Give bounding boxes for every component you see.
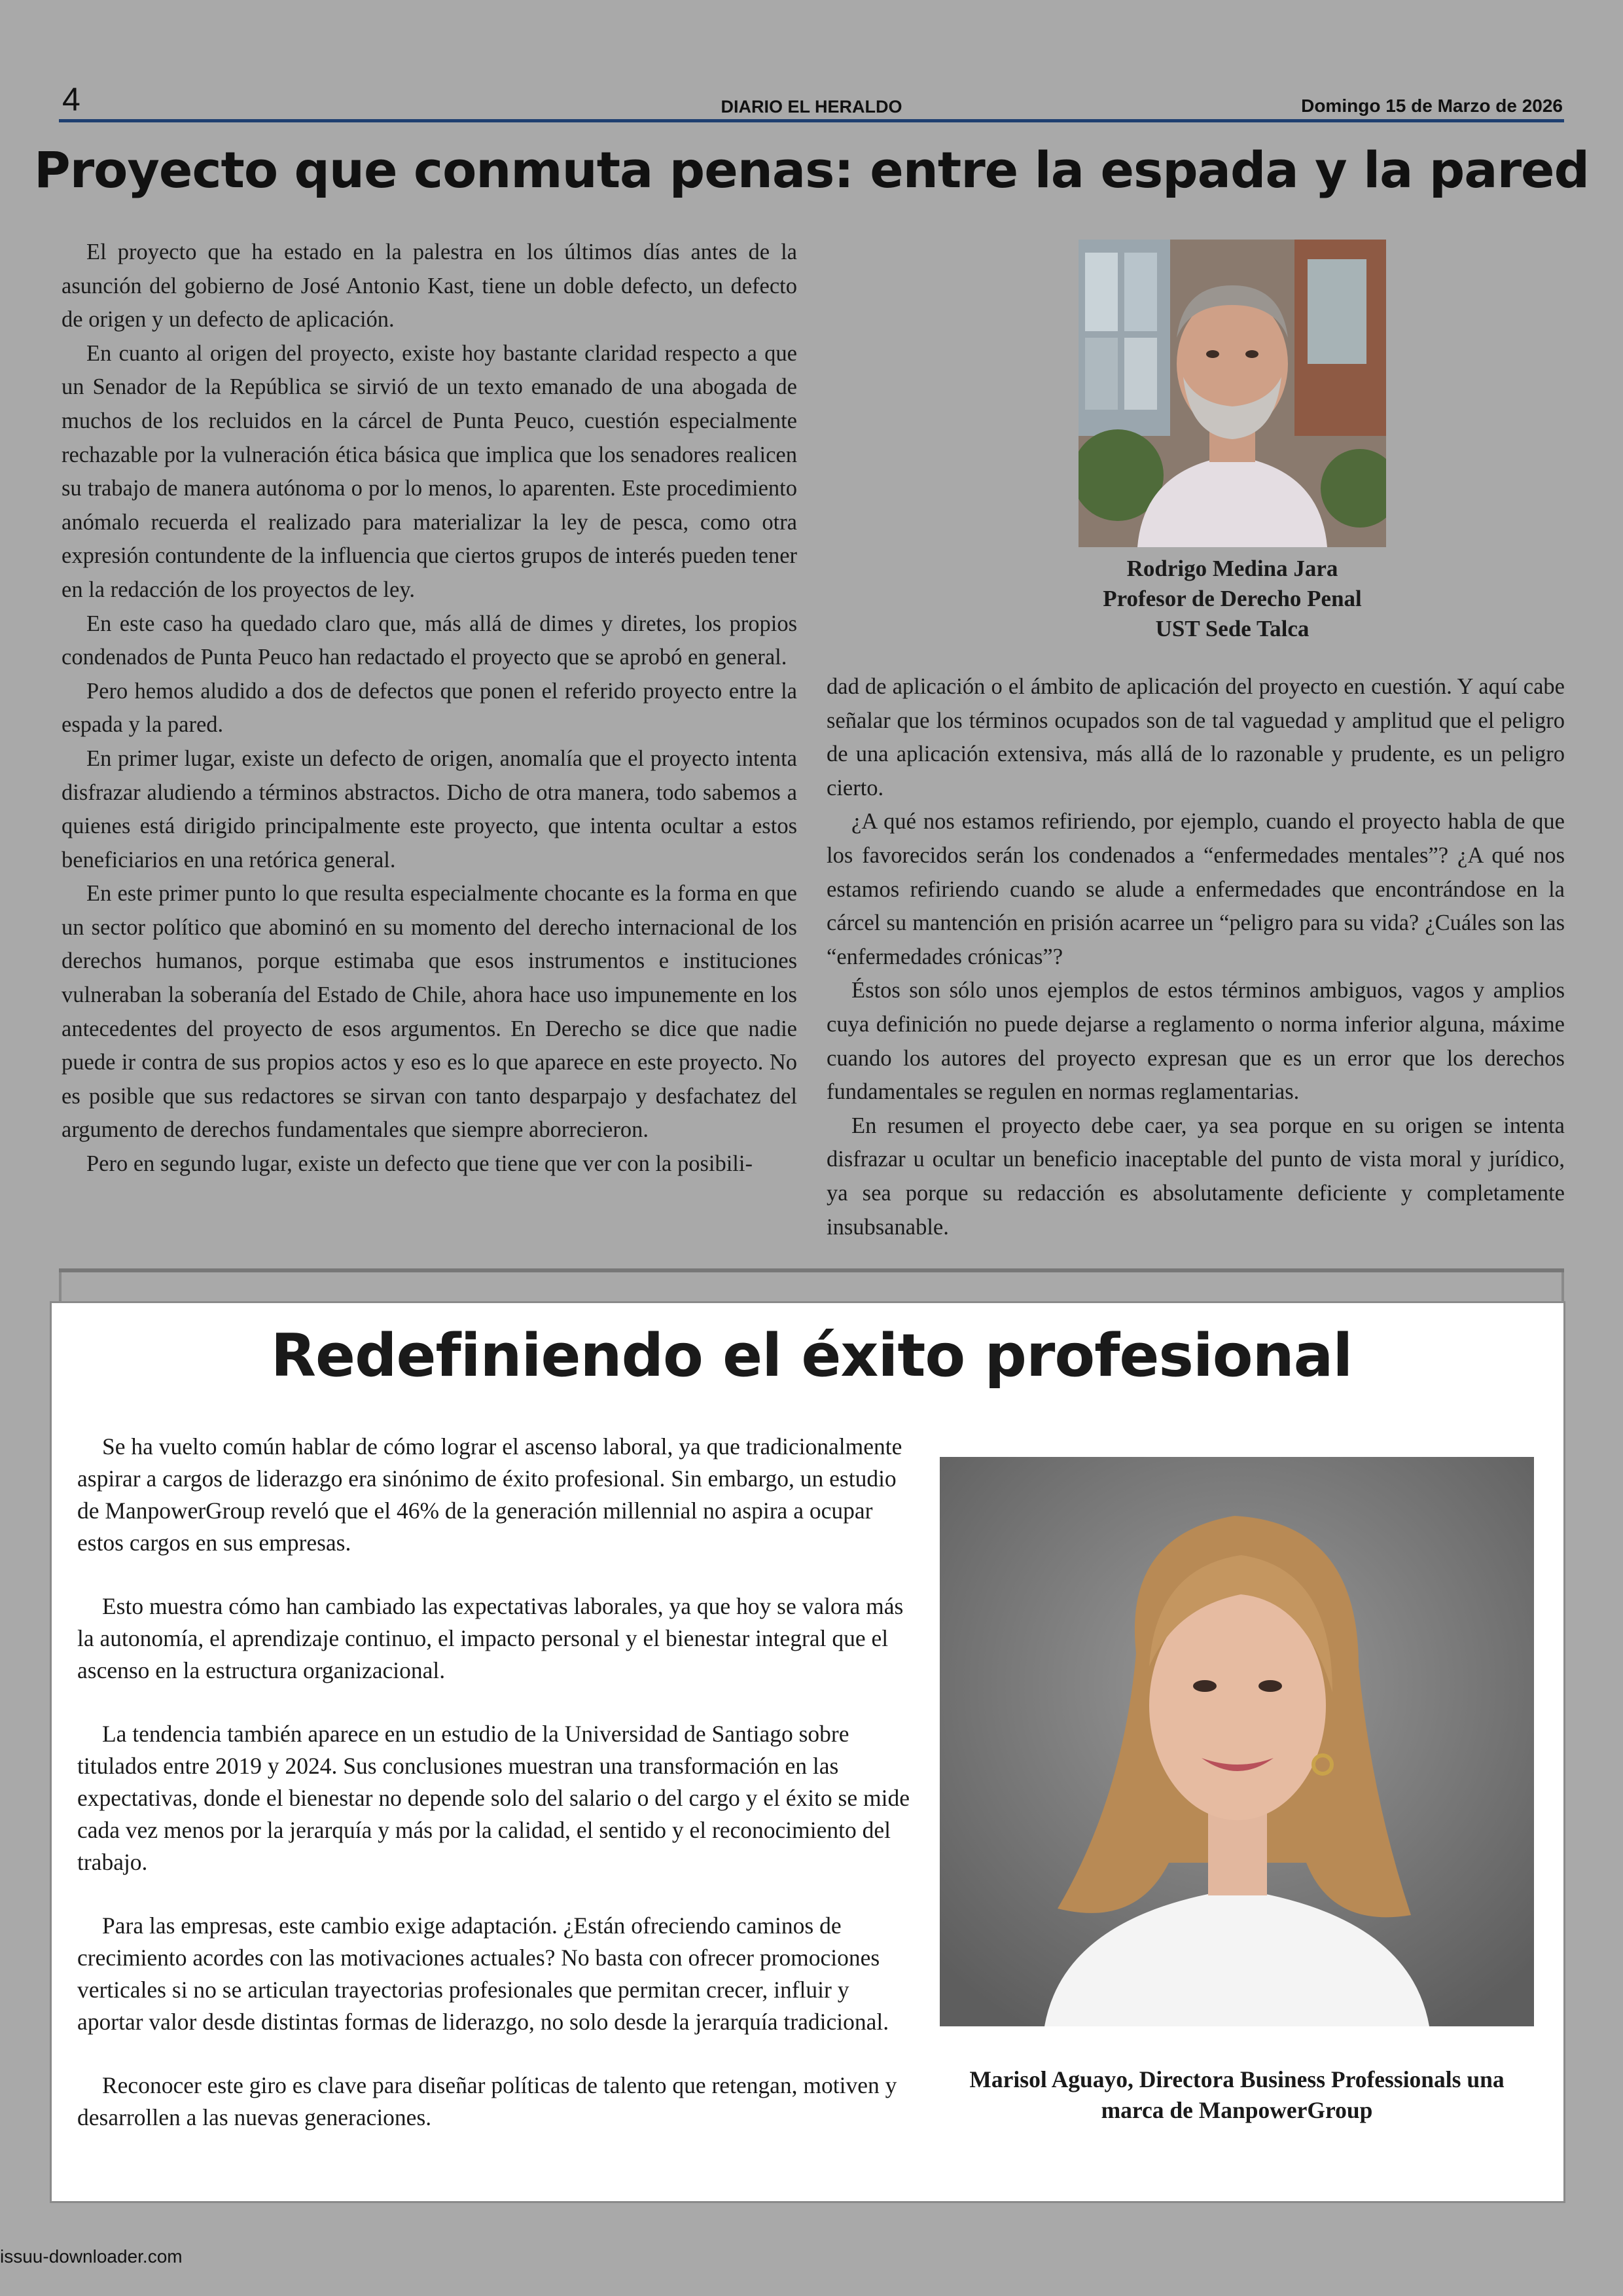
article1-paragraph: En primer lugar, existe un defecto de origen, anomalía que el proyecto intenta disfrazar aludiendo a términos abstractos. Dicho de otra manera, todo sabemos a quienes está dirigido principalmente este proyecto, que intenta ocultar a estos beneficiarios en una retórica general. bbox=[62, 745, 797, 872]
box-border-right bbox=[1561, 1272, 1564, 1302]
article1-paragraph: ¿A qué nos estamos refiriendo, por ejemplo, cuando el proyecto habla de que los favorecidos serán los condenados a “enfermedades mentales”? ¿A qué nos estamos refiriendo cuando se alude a enfermedades que encontrándose en la cárcel su mantención en prisión acarree un “peligro para su vida? ¿Cuáles son las “enfermedades crónicas”? bbox=[827, 809, 1565, 969]
author-affiliation: UST Sede Talca bbox=[1155, 616, 1310, 641]
article2-paragraph: Se ha vuelto común hablar de cómo lograr el ascenso laboral, ya que tradicionalmente aspirar a cargos de liderazgo era sinónimo de éxito profesional. Sin embargo, un estudio de ManpowerGroup reveló que el 46% de la generación millennial no aspira a ocupar estos cargos en sus empresas. bbox=[77, 1433, 902, 1556]
article1-paragraph: En cuanto al origen del proyecto, existe hoy bastante claridad respecto a que un Senador de la República se sirvió de un texto emanado de una abogada de muchos de los recluidos en la cárcel de Punta Peuco, cuestión especialmente rechazable por la vulneración ética básica que implica que los senadores realicen su trabajo de manera autónoma o por lo menos, lo aparenten. Este procedimiento anómalo recuerda el realizado para materializar la ley de pesca, como otra expresión contundente de la influencia que ciertos grupos de interés pueden tener en la redacción de los proyectos de ley. bbox=[62, 340, 797, 602]
author-photo-rodrigo bbox=[1079, 240, 1386, 547]
issue-date: Domingo 15 de Marzo de 2026 bbox=[1301, 96, 1563, 116]
page-number: 4 bbox=[62, 81, 80, 118]
caption-line: Marisol Aguayo, Directora Business Professionals una bbox=[969, 2066, 1505, 2092]
author-role: Profesor de Derecho Penal bbox=[1103, 586, 1362, 611]
author-photo-marisol bbox=[940, 1457, 1534, 2026]
header-rule bbox=[59, 119, 1564, 122]
caption-line: marca de ManpowerGroup bbox=[1101, 2097, 1373, 2123]
article1-paragraph: En este caso ha quedado claro que, más allá de dimes y diretes, los propios condenados de Punta Peuco han redactado el proyecto que se aprobó en general. bbox=[62, 611, 797, 670]
article1-left-column bbox=[62, 236, 797, 1257]
article1-paragraph: dad de aplicación o el ámbito de aplicación del proyecto en cuestión. Y aquí cabe señalar que los términos ocupados son de tal vaguedad y amplitud que el peligro de una aplicación extensiva, más allá de lo razonable y prudente, es un peligro cierto. bbox=[827, 674, 1565, 800]
article1-paragraph: En este primer punto lo que resulta especialmente chocante es la forma en que un sector político que abominó en su momento del derecho internacional de los derechos humanos, porque estimaba que esos instrumentos e instituciones vulneraban la soberanía del Estado de Chile, ahora hace uso impunemente en los antecedentes del proyecto de esos argumentos. En Derecho se dice que nadie puede ir contra de sus propios actos y eso es lo que aparece en este proyecto. No es posible que sus redactores se sirvan con tanto desparpajo y desfachatez del argumento de derechos fundamentales que siempre aborrecieron. bbox=[62, 881, 797, 1143]
section-separator bbox=[59, 1268, 1564, 1272]
article1-title: Proyecto que conmuta penas: entre la espada y la pared bbox=[34, 141, 1589, 199]
article1-paragraph: Éstos son sólo unos ejemplos de estos términos ambiguos, vagos y amplios cuya definición no puede dejarse a reglamento o norma inferior alguna, máxime cuando los autores del proyecto expresan que es un error que los derechos fundamentales se regulen en normas reglamentarias. bbox=[827, 978, 1565, 1105]
article1-paragraph: Pero en segundo lugar, existe un defecto que tiene que ver con la posibili- bbox=[86, 1151, 753, 1177]
article2-paragraph: La tendencia también aparece en un estudio de la Universidad de Santiago sobre titulados entre 2019 y 2024. Sus conclusiones muestran una transformación en las expectativas, donde el bienestar no depende solo del salario o del cargo y el éxito se mide cada vez menos por la jerarquía y más por la calidad, el sentido y el reconocimiento del trabajo. bbox=[77, 1721, 910, 1875]
article2-caption bbox=[923, 2064, 1551, 2126]
article1-paragraph: Pero hemos aludido a dos de defectos que ponen el referido proyecto entre la espada y la pared. bbox=[62, 678, 797, 738]
article2-title: Redefiniendo el éxito profesional bbox=[270, 1321, 1353, 1390]
article2-paragraph: Para las empresas, este cambio exige adaptación. ¿Están ofreciendo caminos de crecimiento acordes con las motivaciones actuales? No basta con ofrecer promociones verticales si no se articulan trayectorias profesionales que permitan crecer, influir y aportar valor desde distintas formas de liderazgo, no solo desde la jerarquía tradicional. bbox=[77, 1912, 889, 2035]
author-name: Rodrigo Medina Jara bbox=[1126, 556, 1338, 581]
article2-paragraph: Reconocer este giro es clave para diseñar políticas de talento que retengan, motiven y desarrollen a las nuevas generaciones. bbox=[77, 2072, 897, 2130]
article2-body bbox=[77, 1431, 910, 2183]
author-caption bbox=[982, 554, 1483, 644]
footer-watermark: issuu-downloader.com bbox=[0, 2246, 183, 2267]
article1-right-column bbox=[827, 670, 1565, 1259]
box-border-left bbox=[59, 1272, 62, 1302]
article1-paragraph: En resumen el proyecto debe caer, ya sea porque en su origen se intenta disfrazar u ocultar un beneficio inaceptable del punto de vista moral y jurídico, ya sea porque su redacción es absolutamente deficiente y completamente insubsanable. bbox=[827, 1113, 1565, 1240]
article1-paragraph: El proyecto que ha estado en la palestra en los últimos días antes de la asunción del gobierno de José Antonio Kast, tiene un doble defecto, un defecto de origen y un defecto de aplicación. bbox=[62, 240, 797, 332]
newspaper-name: DIARIO EL HERALDO bbox=[721, 97, 902, 117]
article2-paragraph: Esto muestra cómo han cambiado las expectativas laborales, ya que hoy se valora más la autonomía, el aprendizaje continuo, el impacto personal y el bienestar integral que el ascenso en la estructura organizacional. bbox=[77, 1593, 904, 1683]
